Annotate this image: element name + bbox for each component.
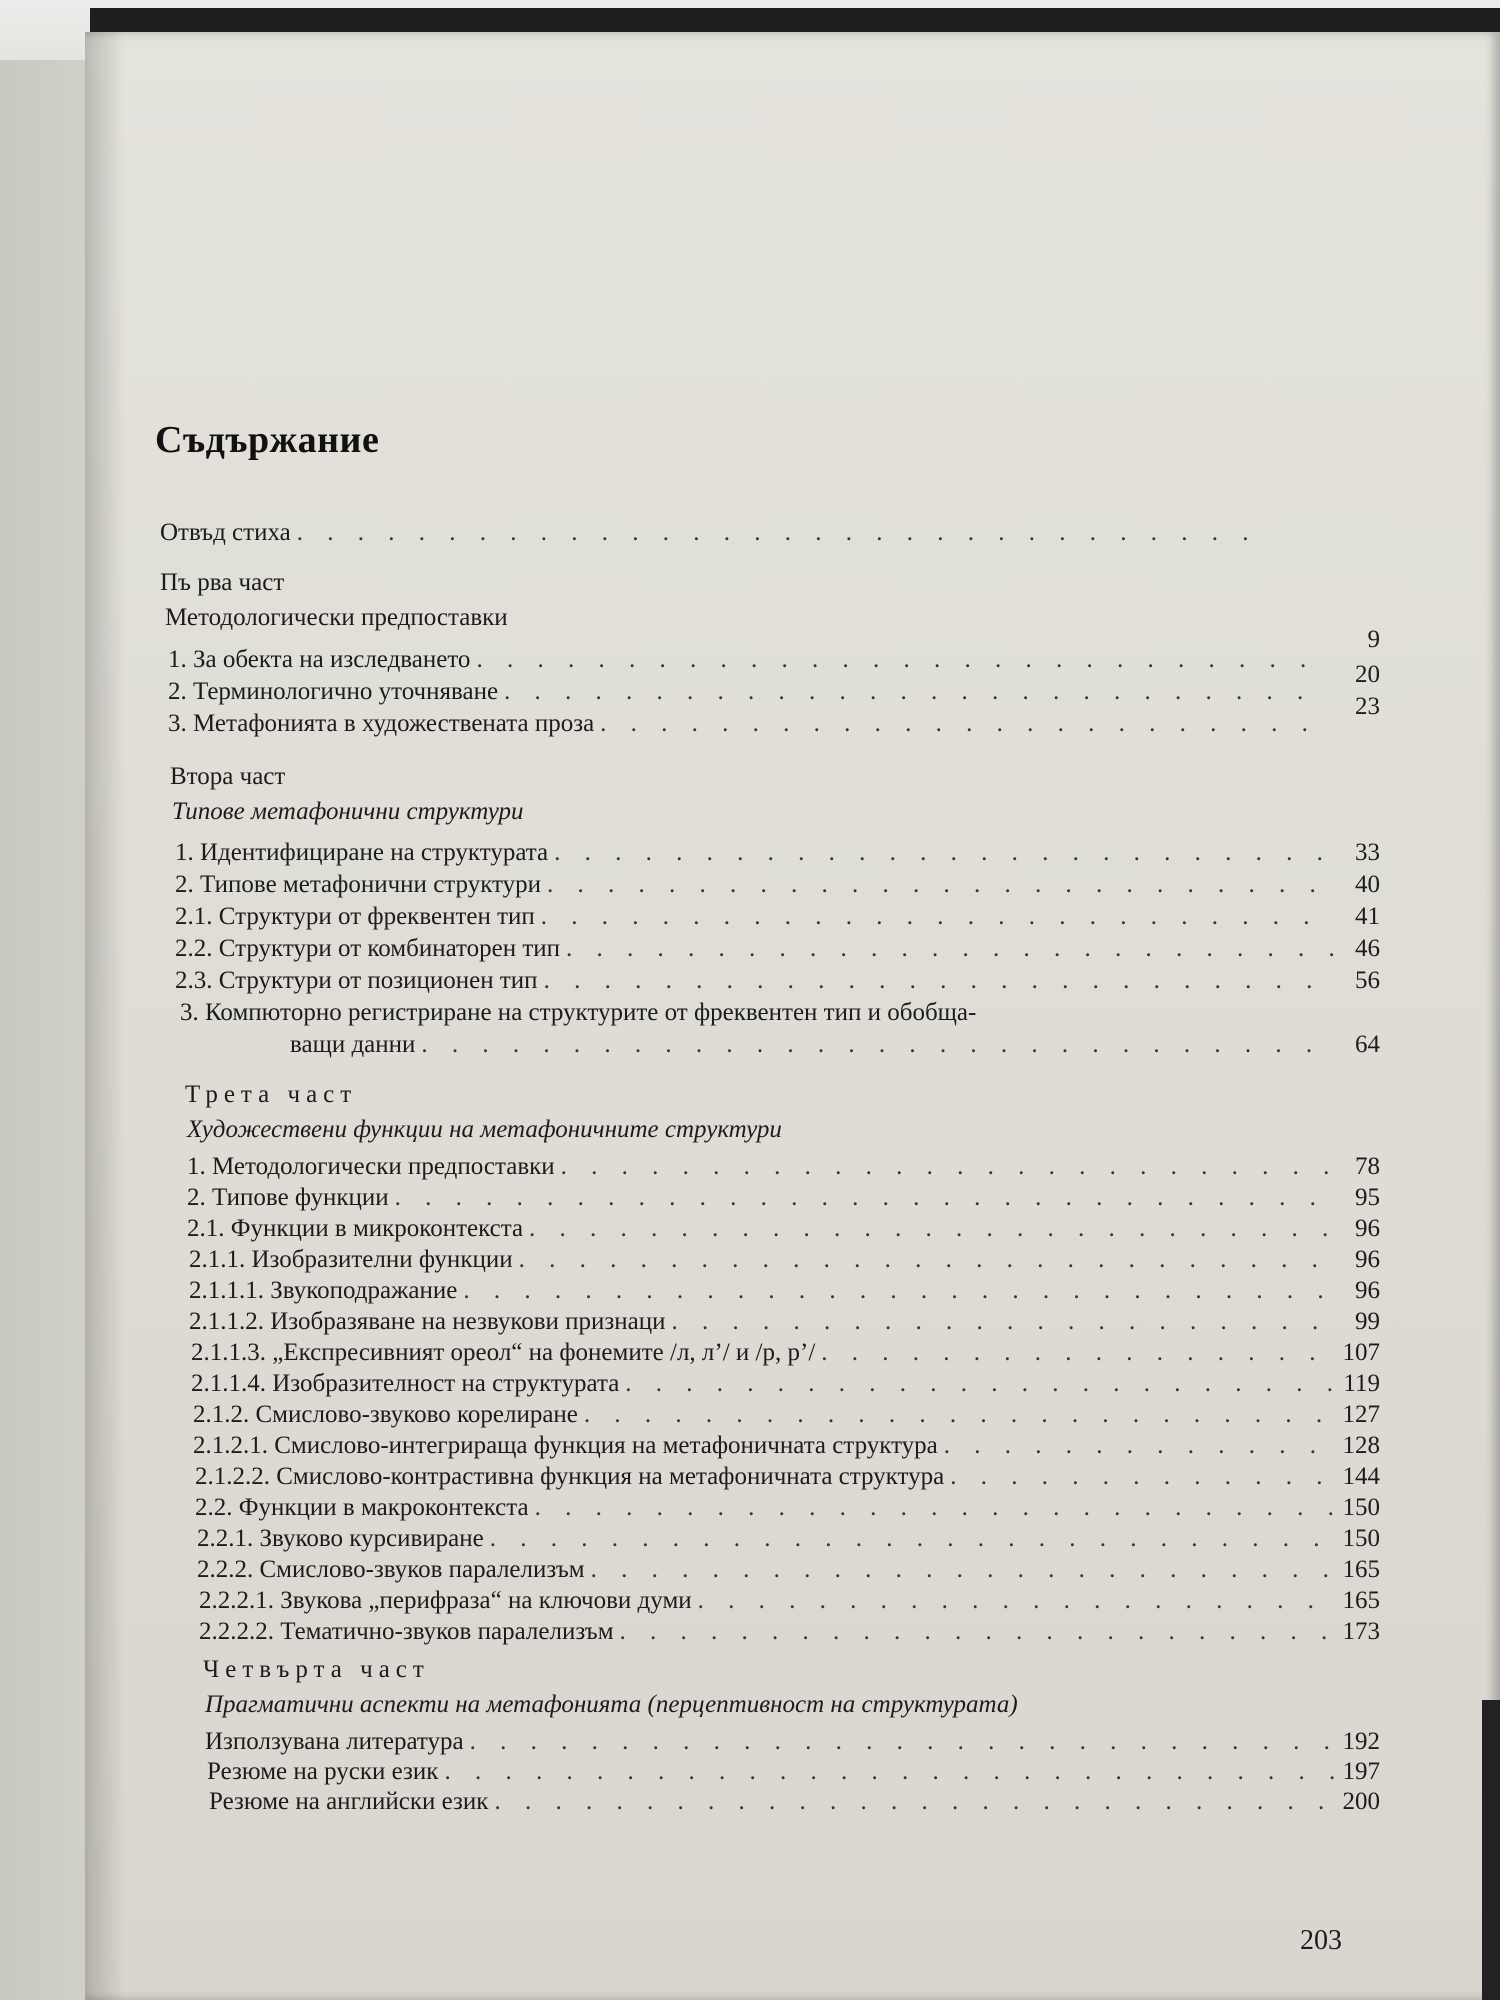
- toc-entry: [175, 934, 1380, 964]
- dot-leader: [529, 1214, 1334, 1244]
- toc-entry: [175, 838, 1380, 868]
- toc-entry-label: 2.1. Функции в микроконтекста: [187, 1215, 524, 1242]
- toc-entry: [191, 1369, 1380, 1399]
- toc-entry-label: 2.2.2.2. Тематично-звуков паралелизъм: [199, 1618, 614, 1645]
- toc-page-number: 56: [1355, 967, 1380, 994]
- toc-entry-label: 2.1.1.3. „Експресивният ореол“ на фонемите /л, л’/ и /р, р’/: [191, 1339, 816, 1366]
- toc-entry-intro: [160, 518, 1320, 548]
- toc-page-number: 33: [1355, 839, 1380, 866]
- dot-leader: [535, 1493, 1334, 1523]
- toc-page-number: 197: [1342, 1758, 1380, 1785]
- dot-leader: [463, 1276, 1334, 1306]
- toc-page-number: 144: [1342, 1463, 1380, 1490]
- dot-leader: [944, 1431, 1334, 1461]
- toc-entry: [187, 1214, 1380, 1244]
- toc-entry-label: 2.2.2.1. Звукова „перифраза“ на ключови думи: [199, 1587, 692, 1614]
- toc-entry-label: 2.3. Структури от позиционен тип: [175, 967, 538, 994]
- toc-entry: [175, 966, 1380, 996]
- page-title: Съдържание: [155, 419, 380, 461]
- toc-page-number: 173: [1342, 1618, 1380, 1645]
- toc-page-number: 165: [1342, 1556, 1380, 1583]
- dot-leader: [544, 966, 1334, 996]
- toc-page-number: 96: [1355, 1277, 1380, 1304]
- toc-entry-label: 2.1.2.2. Смислово-контрастивна функция на метафоничната структура: [195, 1463, 945, 1490]
- dot-leader: [554, 838, 1334, 868]
- toc-entry-label: 2.1.1. Изобразителни функции: [189, 1246, 513, 1273]
- toc-page-number: 41: [1355, 903, 1380, 930]
- toc-entry: [168, 645, 1318, 675]
- part-subtitle-2: Типове метафонични структури: [172, 798, 524, 825]
- toc-entry-label: 2.2. Структури от комбинаторен тип: [175, 935, 561, 962]
- toc-entry-label: 3. Метафонията в художествената проза: [168, 710, 595, 737]
- toc-page-number: 150: [1342, 1525, 1380, 1552]
- toc-entry: [189, 1276, 1380, 1306]
- toc-entry: [193, 1431, 1380, 1461]
- toc-entry-label: 1. За обекта на изследването: [168, 646, 471, 673]
- dot-leader: [490, 1524, 1334, 1554]
- dot-leader: [444, 1757, 1334, 1787]
- toc-entry: [189, 1245, 1380, 1275]
- toc-entry-label: 2.1.1.2. Изобразяване на незвукови признаци: [189, 1308, 666, 1335]
- toc-entry-label: Отвъд стиха: [160, 519, 291, 546]
- dot-leader: [541, 902, 1334, 932]
- toc-entry-label: Резюме на руски език: [207, 1758, 439, 1785]
- toc-entry: [168, 709, 1318, 739]
- toc-entry: [205, 1727, 1380, 1757]
- page-number: 203: [1300, 1925, 1342, 1956]
- toc-entry: [199, 1586, 1380, 1616]
- dot-leader: [519, 1245, 1334, 1275]
- toc-entry: [197, 1555, 1380, 1585]
- part-heading-1: Пъ рва част: [160, 569, 285, 596]
- toc-entry: [207, 1757, 1380, 1787]
- page-gutter-shadow: [85, 32, 125, 2000]
- toc-entry: [195, 1462, 1380, 1492]
- dot-leader: [494, 1787, 1334, 1817]
- toc-page-number: 200: [1342, 1788, 1380, 1815]
- dot-leader: [620, 1617, 1334, 1647]
- dot-leader: [395, 1183, 1334, 1213]
- toc-entry-label: 2. Типове метафонични структури: [175, 871, 541, 898]
- dot-leader: [600, 709, 1312, 739]
- toc-page-number: 64: [1355, 1031, 1380, 1058]
- toc-page-number: 128: [1342, 1432, 1380, 1459]
- dot-leader: [672, 1307, 1334, 1337]
- toc-entry: [209, 1787, 1380, 1817]
- dot-leader: [470, 1727, 1334, 1757]
- toc-page-number: 119: [1343, 1370, 1380, 1397]
- toc-entry: [193, 1400, 1380, 1430]
- toc-entry: [175, 870, 1380, 900]
- toc-entry-label: 2.1.1.4. Изобразителност на структурата: [191, 1370, 620, 1397]
- toc-page-number: 192: [1342, 1728, 1380, 1755]
- part-heading-2: Втора част: [170, 763, 286, 790]
- toc-entry-label: 2. Терминологично уточняване: [168, 678, 499, 705]
- toc-entry-label: 2.2. Функции в макроконтекста: [195, 1494, 529, 1521]
- toc-entry: [187, 1183, 1380, 1213]
- toc-page-number: 165: [1342, 1587, 1380, 1614]
- toc-page-number: 95: [1355, 1184, 1380, 1211]
- dot-leader: [476, 645, 1312, 675]
- dot-leader: [561, 1152, 1334, 1182]
- toc-page-number: 107: [1342, 1339, 1380, 1366]
- toc-entry-label: ващи данни: [290, 1031, 416, 1058]
- toc-page-number: 96: [1355, 1246, 1380, 1273]
- dot-leader: [566, 934, 1334, 964]
- toc-entry-label: 2.1.2.1. Смислово-интегрираща функция на метафоничната структура: [193, 1432, 938, 1459]
- dot-leader: [591, 1555, 1334, 1585]
- toc-entry: [175, 902, 1380, 932]
- toc-page-number: 127: [1342, 1401, 1380, 1428]
- toc-page-number: 150: [1342, 1494, 1380, 1521]
- toc-entry: [168, 677, 1318, 707]
- dot-leader: [950, 1462, 1334, 1492]
- toc-entry: [199, 1617, 1380, 1647]
- toc-entry-label: 2.2.1. Звуково курсивиране: [197, 1525, 484, 1552]
- toc-entry: [290, 1030, 1380, 1060]
- toc-entry-label: 2.1.2. Смислово-звуково корелиране: [193, 1401, 578, 1428]
- toc-page-number: 20: [1355, 661, 1380, 688]
- toc-page-number: 9: [1367, 626, 1380, 653]
- dot-leader: [297, 518, 1274, 548]
- toc-entry-label: 2.1.1.1. Звукоподражание: [189, 1277, 458, 1304]
- dot-leader: [504, 677, 1312, 707]
- toc-page-number: 96: [1355, 1215, 1380, 1242]
- part-subtitle-1: Методологически предпоставки: [165, 604, 508, 631]
- toc-entry-label: 1. Идентифициране на структурата: [175, 839, 549, 866]
- right-edge: [1482, 1700, 1500, 2000]
- part-heading-4: Четвърта част: [203, 1656, 430, 1683]
- toc-entry-label: 2.1. Структури от фреквентен тип: [175, 903, 535, 930]
- part-heading-3: Трета част: [185, 1081, 358, 1108]
- toc-page-number: 78: [1355, 1153, 1380, 1180]
- toc-entry: [189, 1307, 1380, 1337]
- toc-entry-label: 2. Типове функции: [187, 1184, 389, 1211]
- dot-leader: [625, 1369, 1334, 1399]
- part-subtitle-4: Прагматични аспекти на метафонията (перцептивност на структурата): [205, 1691, 1018, 1718]
- toc-page-number: 23: [1355, 693, 1380, 720]
- toc-entry-label: 2.2.2. Смислово-звуков паралелизъм: [197, 1556, 585, 1583]
- dot-leader: [584, 1400, 1334, 1430]
- toc-page-number: 99: [1355, 1308, 1380, 1335]
- part-subtitle-3: Художествени функции на метафоничните структури: [187, 1116, 782, 1143]
- dot-leader: [698, 1586, 1334, 1616]
- toc-entry: [195, 1493, 1380, 1523]
- dot-leader: [421, 1030, 1334, 1060]
- toc-entry-label: Резюме на английски език: [209, 1788, 489, 1815]
- toc-entry: [187, 1152, 1380, 1182]
- toc-entry-label: Използувана литература: [205, 1728, 464, 1755]
- toc-entry: [191, 1338, 1380, 1368]
- toc-entry: [197, 1524, 1380, 1554]
- dot-leader: [547, 870, 1334, 900]
- toc-entry-label: 1. Методологически предпоставки: [187, 1153, 555, 1180]
- dot-leader: [821, 1338, 1334, 1368]
- toc-page-number: 40: [1355, 871, 1380, 898]
- toc-page-number: 46: [1355, 935, 1380, 962]
- toc-entry-label: 3. Компютoрно регистриране на структурите от фреквентен тип и обобща-: [180, 999, 977, 1026]
